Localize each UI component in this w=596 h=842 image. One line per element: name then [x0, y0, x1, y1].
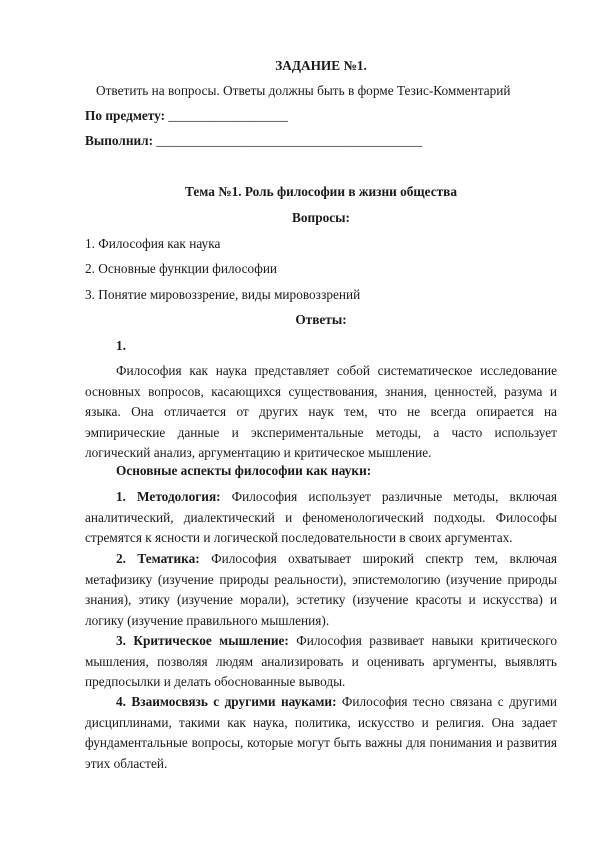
subject-label: По предмету: — [85, 108, 166, 123]
aspect-paragraph — [85, 692, 557, 774]
topic-title: Тема №1. Роль философии в жизни общества — [185, 184, 457, 199]
answer-number: 1. — [116, 338, 126, 353]
questions-heading: Вопросы: — [292, 210, 350, 225]
aspect-text: Философия тесно связана с другими дисциплинами, такими как наука, политика, искусство и религия. Она задает фундаментальные вопросы, которые могут быть важны для понимания и развития этих областей. — [85, 694, 557, 771]
author-blank: ________________________________________ — [156, 133, 423, 148]
aspect-text: Философия охватывает широкий спектр тем, включая метафизику (изучение природы реальности), эпистемологию (изучение природы знания), этику (изучение морали), эстетику (изучение красоты и искусства) и логику (изучение правильного мышления). — [85, 551, 558, 628]
aspect-paragraph — [85, 631, 557, 693]
aspect-paragraph — [85, 487, 557, 549]
author-line — [85, 133, 422, 149]
assignment-title: ЗАДАНИЕ №1. — [275, 58, 367, 73]
answer-intro-paragraph: Философия как наука представляет собой систематическое исследование основных вопросов, касающихся существования, знания, ценностей, разума и языка. Она отличается от других наук тем, что не всегда опирается на эмпирические данные и экспериментальные методы, а часто использует логический анализ, аргументацию и критическое мышление. — [85, 363, 557, 460]
aspect-label: 2. Тематика: — [116, 551, 200, 566]
question-item: 1. Философия как наука — [85, 236, 221, 251]
aspects-heading: Основные аспекты философии как науки: — [116, 463, 372, 478]
aspect-text: Философия развивает навыки критического мышления, позволяя людям анализировать и оценивать аргументы, выявлять предпосылки и делать обоснованные выводы. — [85, 633, 557, 689]
author-label: Выполнил: — [85, 133, 154, 148]
aspect-paragraph — [85, 549, 557, 631]
aspect-label: 3. Критическое мышление: — [116, 633, 289, 648]
aspect-label: 1. Методология: — [116, 489, 221, 504]
aspect-label: 4. Взаимосвязь с другими науками: — [116, 694, 337, 709]
instruction-text: Ответить на вопросы. Ответы должны быть в форме Тезис-Комментарий — [96, 83, 511, 98]
answers-heading: Ответы: — [295, 312, 347, 327]
aspect-text: Философия использует различные методы, включая аналитический, диалектический и феноменологический подходы. Философы стремятся к ясности и логической последовательности в своих аргументах. — [85, 489, 557, 545]
question-item: 3. Понятие мировоззрение, виды мировоззрений — [85, 287, 361, 302]
subject-blank: __________________ — [168, 108, 289, 123]
subject-line — [85, 108, 288, 124]
question-item: 2. Основные функции философии — [85, 261, 278, 276]
